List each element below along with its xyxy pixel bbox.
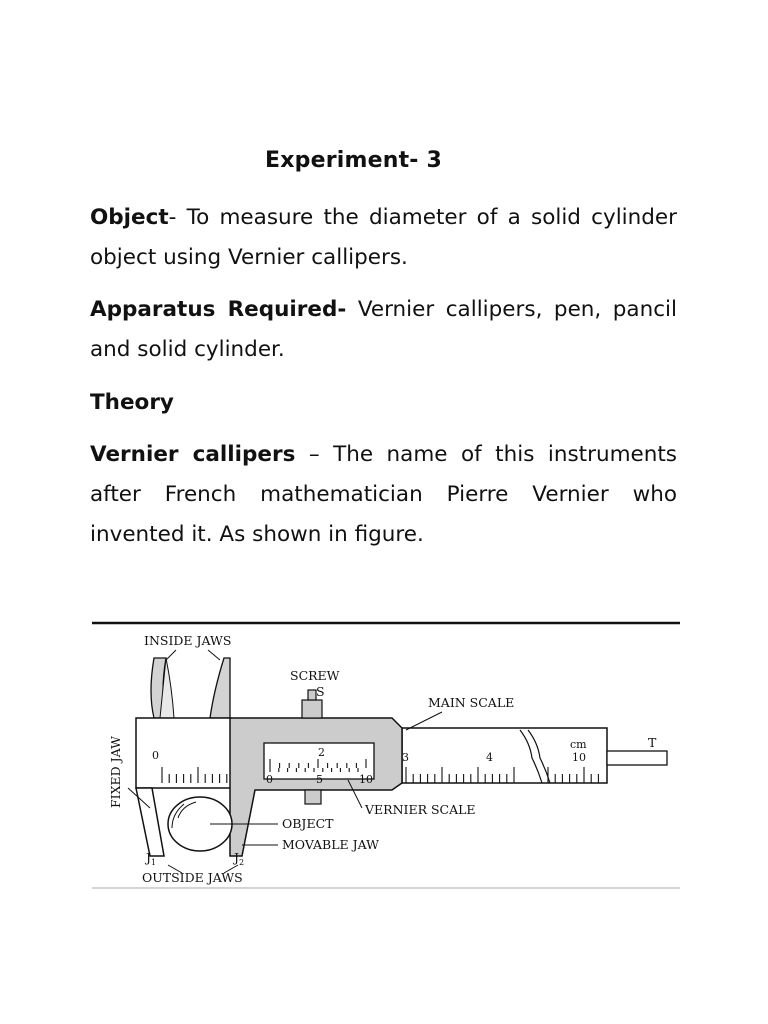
theory-heading: Theory [90, 390, 174, 415]
cm-unit-label: cm [570, 738, 587, 751]
main-scale-number: 10 [572, 751, 586, 764]
inside-jaws-label: INSIDE JAWS [144, 633, 232, 648]
movable-inside-jaw [210, 658, 230, 718]
vernier-number: 5 [316, 773, 323, 786]
main-scale-number: 0 [152, 749, 159, 762]
main-scale-number: 3 [402, 751, 409, 764]
screw-s-label: S [316, 684, 325, 699]
vernier-calliper-diagram [90, 618, 682, 893]
leader-line [166, 650, 176, 660]
j1-label: $J_1$ [146, 850, 157, 867]
movable-jaw-label: MOVABLE JAW [282, 837, 379, 852]
screw-head [302, 700, 322, 718]
object-label: OBJECT [282, 816, 334, 831]
outside-jaws-label: OUTSIDE JAWS [142, 870, 243, 885]
main-scale-number: 4 [486, 751, 493, 764]
vernier-scale-label: VERNIER SCALE [365, 802, 476, 817]
j2-label: $J_2$ [234, 850, 245, 867]
apparatus-paragraph [90, 290, 677, 370]
page-title: Experiment- 3 [265, 148, 442, 173]
depth-rod [607, 751, 667, 765]
main-scale-number: 2 [318, 746, 325, 759]
fixed-jaw-label: FIXED JAW [108, 735, 123, 808]
leader-line [208, 650, 220, 660]
object-text: - To measure the diameter of a solid cylinder object using Vernier callipers. [90, 205, 677, 270]
t-label: T [648, 735, 657, 750]
vernier-number: 10 [359, 773, 373, 786]
vernier-text: – The name of this instruments after French mathematician Pierre Vernier who invented it. As shown in figure. [90, 442, 678, 547]
fixed-outside-jaw [136, 788, 164, 856]
screw-knob [308, 690, 316, 700]
object-heading: Object [90, 205, 169, 230]
theory-paragraph [90, 383, 677, 423]
vernier-heading: Vernier callipers [90, 442, 296, 467]
movable-jaw-slider [230, 718, 402, 856]
screw-label: SCREW [290, 668, 340, 683]
apparatus-text: Vernier callipers, pen, pancil and solid cylinder. [90, 297, 677, 362]
vernier-calliper-figure [90, 618, 682, 893]
vernier-number: 0 [266, 773, 273, 786]
object-paragraph [90, 198, 677, 278]
main-scale-label: MAIN SCALE [428, 695, 515, 710]
screw-base [305, 790, 321, 804]
apparatus-heading: Apparatus Required- [90, 297, 347, 322]
vernier-paragraph [90, 435, 677, 555]
